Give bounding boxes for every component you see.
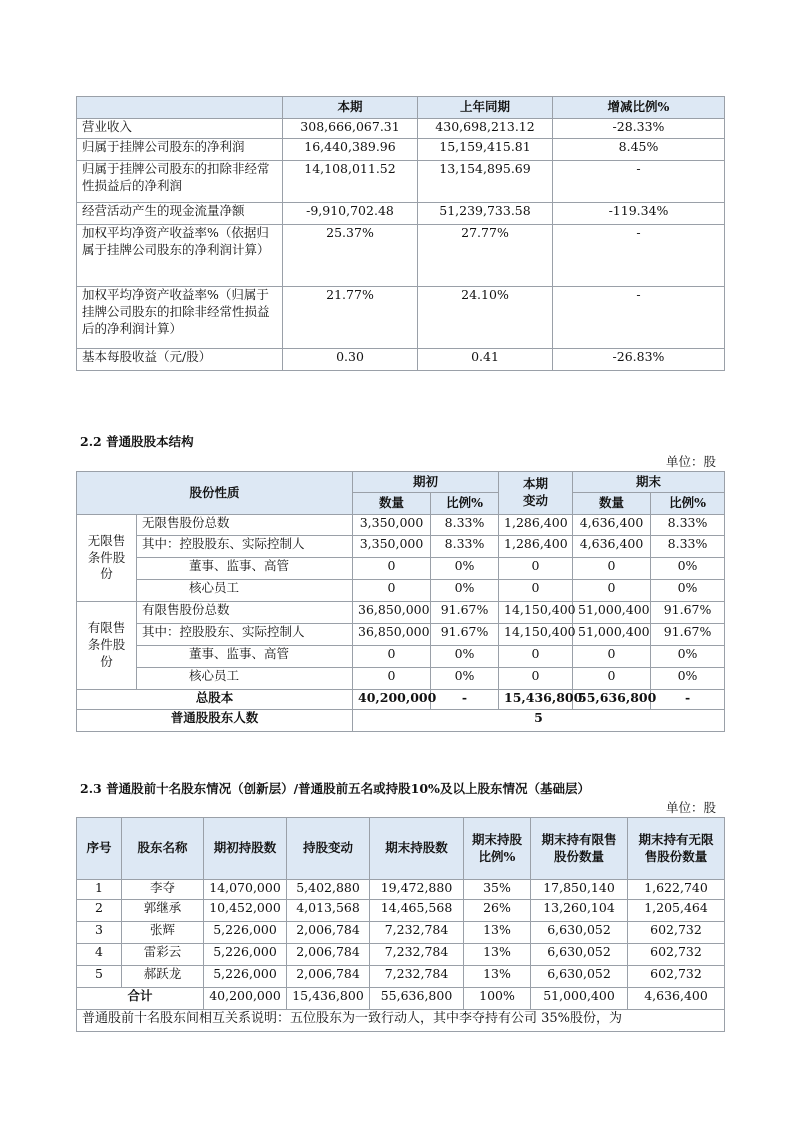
- group-restricted: 有限售条件股份: [77, 602, 137, 690]
- prior-value: 27.77%: [418, 225, 553, 287]
- table-row: [77, 287, 725, 349]
- row-label: 董事、监事、高管: [137, 558, 353, 580]
- table-row: [77, 161, 725, 203]
- table-header-row: [77, 818, 725, 880]
- end-ratio: 8.33%: [651, 536, 725, 558]
- table-row: [77, 515, 725, 536]
- table-row: [77, 580, 725, 602]
- current-value: 0.30: [283, 349, 418, 371]
- total-end-holding: 55,636,800: [370, 988, 464, 1010]
- end-qty: 51,000,400: [573, 602, 651, 624]
- begin-qty: 3,350,000: [353, 536, 431, 558]
- change-qty: 0: [499, 558, 573, 580]
- holder-name: 张辉: [122, 922, 204, 944]
- relationship-note: 普通股前十名股东间相互关系说明：五位股东为一致行动人，其中李夺持有公司 35%股份，为: [77, 1010, 725, 1032]
- end-ratio: 0%: [651, 646, 725, 668]
- header-row-1: [77, 472, 725, 493]
- end-qty: 0: [573, 580, 651, 602]
- item-label: 基本每股收益（元/股）: [77, 349, 283, 371]
- holder-name: 雷彩云: [122, 944, 204, 966]
- change-value: -26.83%: [553, 349, 725, 371]
- restricted-qty: 6,630,052: [531, 966, 628, 988]
- begin-qty: 0: [353, 558, 431, 580]
- unit-label: 单位：股: [665, 800, 716, 815]
- end-qty: 4,636,400: [573, 536, 651, 558]
- table-row: [77, 349, 725, 371]
- change-value: -: [553, 225, 725, 287]
- begin-qty: 0: [353, 646, 431, 668]
- row-label: 其中：控股股东、实际控制人: [137, 536, 353, 558]
- begin-holding: 5,226,000: [204, 922, 287, 944]
- item-label: 加权平均净资产收益率%（依据归属于挂牌公司股东的净利润计算）: [77, 225, 283, 287]
- current-value: -9,910,702.48: [283, 203, 418, 225]
- begin-holding: 5,226,000: [204, 944, 287, 966]
- header-quantity: 数量: [573, 493, 651, 515]
- header-holding-change: 持股变动: [287, 818, 370, 880]
- table-row: [77, 558, 725, 580]
- current-value: 21.77%: [283, 287, 418, 349]
- header-ratio: 比例%: [431, 493, 499, 515]
- table-row: [77, 119, 725, 139]
- end-ratio: 0%: [651, 668, 725, 690]
- prior-value: 15,159,415.81: [418, 139, 553, 161]
- change-qty: 1,286,400: [499, 536, 573, 558]
- total-begin-ratio: -: [431, 690, 499, 710]
- item-label: 归属于挂牌公司股东的扣除非经常性损益后的净利润: [77, 161, 283, 203]
- begin-holding: 10,452,000: [204, 900, 287, 922]
- seq: 4: [77, 944, 122, 966]
- end-holding: 19,472,880: [370, 880, 464, 900]
- prior-value: 51,239,733.58: [418, 203, 553, 225]
- begin-ratio: 0%: [431, 580, 499, 602]
- table-row: [77, 203, 725, 225]
- restricted-qty: 17,850,140: [531, 880, 628, 900]
- header-begin-holding: 期初持股数: [204, 818, 287, 880]
- note-row: [77, 1010, 725, 1032]
- holders-label: 普通股股东人数: [77, 710, 353, 732]
- holding-change: 2,006,784: [287, 944, 370, 966]
- end-qty: 0: [573, 646, 651, 668]
- current-value: 308,666,067.31: [283, 119, 418, 139]
- table-row: [77, 225, 725, 287]
- total-row: [77, 690, 725, 710]
- row-label: 有限售股份总数: [137, 602, 353, 624]
- table-row: [77, 624, 725, 646]
- prior-value: 13,154,895.69: [418, 161, 553, 203]
- header-current-period: 本期: [283, 97, 418, 119]
- total-label: 合计: [77, 988, 204, 1010]
- item-label: 归属于挂牌公司股东的净利润: [77, 139, 283, 161]
- end-ratio: 0%: [651, 580, 725, 602]
- table-row: [77, 880, 725, 900]
- restricted-qty: 6,630,052: [531, 922, 628, 944]
- begin-qty: 36,850,000: [353, 624, 431, 646]
- current-value: 14,108,011.52: [283, 161, 418, 203]
- begin-ratio: 0%: [431, 668, 499, 690]
- share-structure-table: [76, 471, 725, 732]
- header-seq: 序号: [77, 818, 122, 880]
- header-beginning: 期初: [353, 472, 499, 493]
- end-ratio: 13%: [464, 966, 531, 988]
- total-restricted: 51,000,400: [531, 988, 628, 1010]
- current-value: 25.37%: [283, 225, 418, 287]
- total-begin-holding: 40,200,000: [204, 988, 287, 1010]
- holders-row: [77, 710, 725, 732]
- begin-qty: 3,350,000: [353, 515, 431, 536]
- change-value: -: [553, 161, 725, 203]
- end-ratio: 8.33%: [651, 515, 725, 536]
- begin-ratio: 8.33%: [431, 536, 499, 558]
- holding-change: 2,006,784: [287, 966, 370, 988]
- row-label: 核心员工: [137, 668, 353, 690]
- seq: 5: [77, 966, 122, 988]
- table-row: [77, 900, 725, 922]
- seq: 3: [77, 922, 122, 944]
- begin-qty: 36,850,000: [353, 602, 431, 624]
- end-ratio: 13%: [464, 922, 531, 944]
- change-value: -28.33%: [553, 119, 725, 139]
- header-ending: 期末: [573, 472, 725, 493]
- change-qty: 1,286,400: [499, 515, 573, 536]
- end-ratio: 91.67%: [651, 624, 725, 646]
- total-unrestricted: 4,636,400: [628, 988, 725, 1010]
- end-qty: 0: [573, 558, 651, 580]
- total-label: 总股本: [77, 690, 353, 710]
- row-label: 董事、监事、高管: [137, 646, 353, 668]
- financial-data-table: [76, 96, 725, 371]
- header-end-ratio: 期末持股比例%: [464, 818, 531, 880]
- holders-count: 5: [353, 710, 725, 732]
- unrestricted-qty: 602,732: [628, 966, 725, 988]
- header-change-ratio: 增减比例%: [553, 97, 725, 119]
- table-row: [77, 966, 725, 988]
- header-quantity: 数量: [353, 493, 431, 515]
- row-label: 核心员工: [137, 580, 353, 602]
- restricted-qty: 6,630,052: [531, 944, 628, 966]
- holding-change: 5,402,880: [287, 880, 370, 900]
- header-end-holding: 期末持股数: [370, 818, 464, 880]
- header-period-change: 本期 变动: [499, 472, 573, 515]
- end-ratio: 13%: [464, 944, 531, 966]
- holder-name: 郭继承: [122, 900, 204, 922]
- begin-ratio: 91.67%: [431, 624, 499, 646]
- prior-value: 430,698,213.12: [418, 119, 553, 139]
- end-ratio: 0%: [651, 558, 725, 580]
- header-prior-period: 上年同期: [418, 97, 553, 119]
- change-qty: 14,150,400: [499, 602, 573, 624]
- end-holding: 14,465,568: [370, 900, 464, 922]
- top-shareholders-table: [76, 817, 725, 1032]
- table-row: [77, 944, 725, 966]
- row-label: 无限售股份总数: [137, 515, 353, 536]
- total-end-qty: 55,636,800: [573, 690, 651, 710]
- begin-ratio: 91.67%: [431, 602, 499, 624]
- table-row: [77, 922, 725, 944]
- table-row: [77, 668, 725, 690]
- begin-holding: 5,226,000: [204, 966, 287, 988]
- section-title-2-2: 2.2 普通股股本结构: [80, 434, 194, 449]
- change-qty: 0: [499, 668, 573, 690]
- change-value: -: [553, 287, 725, 349]
- prior-value: 0.41: [418, 349, 553, 371]
- begin-qty: 0: [353, 580, 431, 602]
- begin-ratio: 8.33%: [431, 515, 499, 536]
- holder-name: 李夺: [122, 880, 204, 900]
- total-end-ratio: -: [651, 690, 725, 710]
- section-title-2-3: 2.3 普通股前十名股东情况（创新层）/普通股前五名或持股10%及以上股东情况（基础层）: [80, 781, 590, 796]
- change-qty: 0: [499, 580, 573, 602]
- end-qty: 51,000,400: [573, 624, 651, 646]
- total-change: 15,436,800: [499, 690, 573, 710]
- unrestricted-qty: 602,732: [628, 922, 725, 944]
- seq: 2: [77, 900, 122, 922]
- end-ratio: 91.67%: [651, 602, 725, 624]
- item-label: 经营活动产生的现金流量净额: [77, 203, 283, 225]
- total-begin-qty: 40,200,000: [353, 690, 431, 710]
- header-cell: [77, 97, 283, 119]
- header-ratio: 比例%: [651, 493, 725, 515]
- holding-change: 4,013,568: [287, 900, 370, 922]
- prior-value: 24.10%: [418, 287, 553, 349]
- end-ratio: 26%: [464, 900, 531, 922]
- total-holding-change: 15,436,800: [287, 988, 370, 1010]
- header-unrestricted: 期末持有无限售股份数量: [628, 818, 725, 880]
- begin-holding: 14,070,000: [204, 880, 287, 900]
- header-share-nature: 股份性质: [77, 472, 353, 515]
- row-label: 其中：控股股东、实际控制人: [137, 624, 353, 646]
- end-ratio: 35%: [464, 880, 531, 900]
- table-header-row: [77, 97, 725, 119]
- table-row: [77, 536, 725, 558]
- total-row: [77, 988, 725, 1010]
- end-holding: 7,232,784: [370, 944, 464, 966]
- unrestricted-qty: 602,732: [628, 944, 725, 966]
- change-value: -119.34%: [553, 203, 725, 225]
- table-row: [77, 139, 725, 161]
- group-unrestricted: 无限售条件股份: [77, 515, 137, 602]
- begin-ratio: 0%: [431, 646, 499, 668]
- total-end-ratio: 100%: [464, 988, 531, 1010]
- item-label: 营业收入: [77, 119, 283, 139]
- end-qty: 0: [573, 668, 651, 690]
- table-row: [77, 602, 725, 624]
- end-holding: 7,232,784: [370, 922, 464, 944]
- table-row: [77, 646, 725, 668]
- begin-qty: 0: [353, 668, 431, 690]
- change-value: 8.45%: [553, 139, 725, 161]
- restricted-qty: 13,260,104: [531, 900, 628, 922]
- seq: 1: [77, 880, 122, 900]
- change-qty: 0: [499, 646, 573, 668]
- end-holding: 7,232,784: [370, 966, 464, 988]
- end-qty: 4,636,400: [573, 515, 651, 536]
- change-qty: 14,150,400: [499, 624, 573, 646]
- header-restricted: 期末持有限售股份数量: [531, 818, 628, 880]
- unit-label: 单位：股: [665, 454, 716, 469]
- current-value: 16,440,389.96: [283, 139, 418, 161]
- holding-change: 2,006,784: [287, 922, 370, 944]
- item-label: 加权平均净资产收益率%（归属于挂牌公司股东的扣除非经常性损益后的净利润计算）: [77, 287, 283, 349]
- begin-ratio: 0%: [431, 558, 499, 580]
- unrestricted-qty: 1,622,740: [628, 880, 725, 900]
- holder-name: 郝跃龙: [122, 966, 204, 988]
- header-holder-name: 股东名称: [122, 818, 204, 880]
- unrestricted-qty: 1,205,464: [628, 900, 725, 922]
